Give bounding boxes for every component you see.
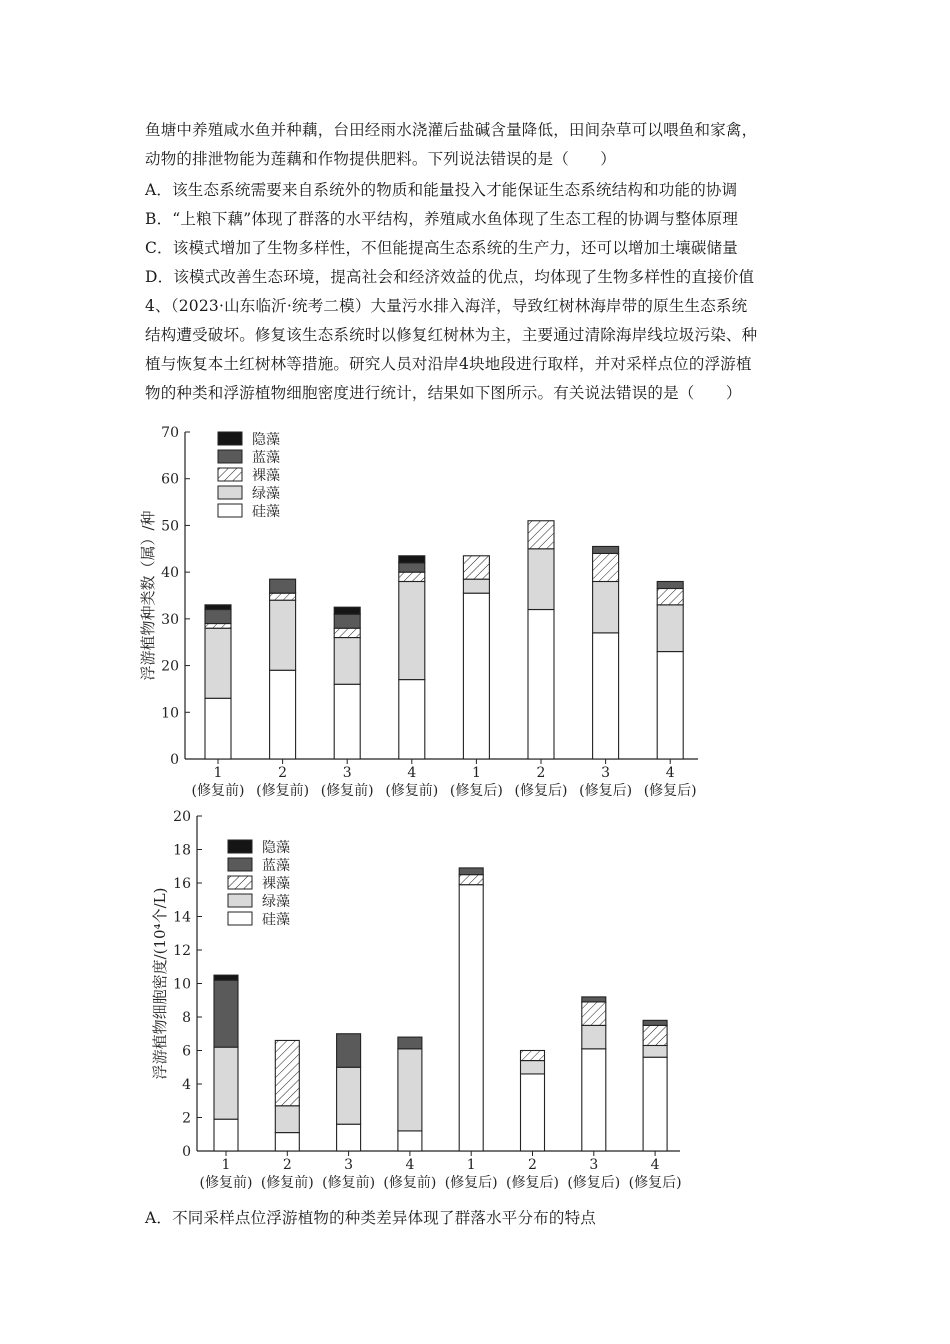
- legend-swatch: [228, 858, 252, 871]
- x-tick-sublabel: (修复后): [514, 783, 568, 799]
- bar-segment: [459, 868, 483, 875]
- x-tick-sublabel: (修复前): [260, 1175, 314, 1191]
- bar-segment: [643, 1057, 667, 1151]
- bar-segment: [657, 581, 683, 588]
- y-tick-label: 20: [161, 658, 179, 675]
- bar-segment: [459, 885, 483, 1151]
- text-line: 动物的排泄物能为莲藕和作物提供肥料。下列说法错误的是（ ）: [145, 150, 617, 168]
- y-axis-label: 浮游植物细胞密度/(10⁴个/L): [151, 887, 169, 1080]
- x-tick-label: 2: [278, 765, 288, 781]
- option-a-text: A．不同采样点位浮游植物的种类差异体现了群落水平分布的特点: [145, 1209, 596, 1227]
- x-tick-sublabel: (修复后): [449, 783, 503, 799]
- bar-segment: [334, 638, 360, 685]
- bar-segment: [214, 980, 238, 1047]
- bar-segment: [275, 1133, 299, 1151]
- legend-swatch: [218, 450, 242, 463]
- species-count-chart: [120, 415, 720, 800]
- y-tick-label: 70: [161, 425, 179, 441]
- x-tick-label: 4: [405, 1157, 415, 1173]
- bar-segment: [521, 1051, 545, 1061]
- bar-segment: [399, 680, 425, 759]
- bar-segment: [334, 684, 360, 759]
- x-tick-label: 4: [650, 1157, 660, 1173]
- option-b: B．“上粮下藕”体现了群落的水平结构，养殖咸水鱼体现了生态工程的协调与整体原理: [145, 210, 739, 228]
- bar-segment: [399, 563, 425, 572]
- bar-segment: [459, 875, 483, 885]
- bar-segment: [528, 549, 554, 610]
- question-4-line: 物的种类和浮游植物细胞密度进行统计，结果如下图所示。有关说法错误的是（ ）: [145, 384, 742, 402]
- x-tick-label: 1: [213, 765, 223, 781]
- x-tick-label: 1: [466, 1157, 476, 1173]
- bar-segment: [582, 1049, 606, 1151]
- bar-segment: [275, 1040, 299, 1105]
- bar-segment: [657, 652, 683, 759]
- question-4-line: 4、（2023·山东临沂·统考二模）大量污水排入海洋，导致红树林海岸带的原生生态系统: [145, 297, 748, 315]
- x-tick-sublabel: (修复前): [320, 783, 374, 799]
- option-c: C．该模式增加了生物多样性，不但能提高生态系统的生产力，还可以增加土壤碳储量: [145, 239, 738, 257]
- x-tick-label: 4: [665, 765, 675, 781]
- bar-segment: [657, 588, 683, 604]
- x-tick-sublabel: (修复后): [444, 1175, 498, 1191]
- bar-segment: [399, 556, 425, 563]
- legend-swatch: [228, 876, 252, 889]
- legend-label: 硅藻: [262, 912, 290, 928]
- bar-segment: [205, 698, 231, 759]
- bar-segment: [528, 610, 554, 759]
- bar-segment: [643, 1045, 667, 1057]
- y-tick-label: 50: [161, 518, 179, 535]
- bar-segment: [528, 521, 554, 549]
- legend-swatch: [228, 840, 252, 853]
- bar-segment: [334, 614, 360, 628]
- legend-swatch: [218, 504, 242, 517]
- bar-segment: [593, 633, 619, 759]
- x-tick-label: 3: [342, 765, 352, 781]
- legend-swatch: [228, 894, 252, 907]
- question-4-line: 结构遭受破坏。修复该生态系统时以修复红树林为主，主要通过清除海岸线垃圾污染、种: [145, 326, 758, 344]
- y-tick-label: 12: [173, 943, 191, 959]
- bar-segment: [205, 605, 231, 610]
- x-tick-sublabel: (修复后): [506, 1175, 559, 1191]
- bar-segment: [275, 1106, 299, 1133]
- bar-segment: [205, 610, 231, 624]
- bar-segment: [398, 1131, 422, 1151]
- bar-segment: [214, 1047, 238, 1119]
- x-tick-label: 2: [536, 765, 546, 781]
- x-tick-sublabel: (修复前): [322, 1175, 376, 1191]
- x-tick-sublabel: (修复前): [385, 783, 439, 799]
- bar-segment: [205, 624, 231, 629]
- legend-label: 隐藻: [262, 840, 290, 856]
- y-tick-label: 4: [182, 1077, 191, 1093]
- y-tick-label: 10: [161, 705, 179, 722]
- legend-label: 裸藻: [252, 468, 280, 484]
- legend-label: 隐藻: [252, 432, 280, 448]
- question-4-line: 植与恢复本土红树林等措施。研究人员对沿岸4块地段进行取样，并对采样点位的浮游植: [145, 355, 752, 373]
- x-tick-sublabel: (修复后): [579, 783, 633, 799]
- y-tick-label: 0: [182, 1144, 191, 1160]
- bar-segment: [582, 1025, 606, 1048]
- cell-density-chart: [120, 800, 720, 1192]
- bar-segment: [334, 607, 360, 614]
- x-tick-sublabel: (修复前): [256, 783, 310, 799]
- y-tick-label: 6: [182, 1043, 191, 1060]
- x-tick-sublabel: (修复后): [628, 1175, 682, 1191]
- bar-segment: [214, 1119, 238, 1151]
- bar-segment: [337, 1124, 361, 1151]
- bar-segment: [399, 581, 425, 679]
- x-tick-label: 2: [282, 1157, 292, 1173]
- bar-segment: [643, 1020, 667, 1025]
- y-tick-label: 10: [173, 976, 191, 993]
- bar-segment: [205, 628, 231, 698]
- bar-segment: [463, 579, 489, 593]
- x-tick-sublabel: (修复后): [643, 783, 697, 799]
- legend-swatch: [218, 468, 242, 481]
- bar-segment: [270, 670, 296, 759]
- x-tick-sublabel: (修复前): [199, 1175, 253, 1191]
- bar-segment: [270, 579, 296, 593]
- y-tick-label: 60: [161, 471, 179, 488]
- y-tick-label: 40: [161, 565, 179, 582]
- legend-label: 硅藻: [252, 504, 280, 520]
- bar-segment: [398, 1037, 422, 1049]
- y-tick-label: 14: [173, 909, 191, 926]
- x-tick-label: 1: [221, 1157, 231, 1173]
- x-tick-sublabel: (修复前): [383, 1175, 437, 1191]
- bar-segment: [214, 975, 238, 980]
- legend-label: 蓝藻: [262, 858, 290, 874]
- bar-segment: [337, 1034, 361, 1068]
- x-tick-label: 2: [528, 1157, 537, 1173]
- bar-segment: [521, 1074, 545, 1151]
- bar-segment: [643, 1025, 667, 1045]
- legend-label: 绿藻: [262, 894, 290, 910]
- x-tick-sublabel: (修复后): [567, 1175, 621, 1191]
- y-axis-label: 浮游植物种类数（属）/种: [139, 510, 157, 681]
- x-tick-sublabel: (修复前): [191, 783, 245, 799]
- bar-segment: [334, 628, 360, 637]
- x-tick-label: 1: [471, 765, 481, 781]
- legend-swatch: [218, 432, 242, 445]
- bar-segment: [337, 1067, 361, 1124]
- x-tick-label: 4: [407, 765, 417, 781]
- x-tick-label: 3: [589, 1157, 599, 1173]
- bar-segment: [593, 553, 619, 581]
- y-tick-label: 30: [161, 611, 179, 628]
- legend-label: 裸藻: [262, 876, 290, 892]
- bar-segment: [270, 593, 296, 600]
- bar-segment: [657, 605, 683, 652]
- y-tick-label: 8: [182, 1010, 191, 1026]
- bar-segment: [270, 600, 296, 670]
- bar-segment: [582, 997, 606, 1002]
- legend-label: 绿藻: [252, 486, 280, 502]
- y-tick-label: 16: [173, 876, 191, 892]
- bar-segment: [593, 581, 619, 632]
- y-tick-label: 20: [173, 809, 191, 825]
- option-d: D．该模式改善生态环境，提高社会和经济效益的优点，均体现了生物多样性的直接价值: [145, 268, 755, 286]
- legend-swatch: [228, 912, 252, 925]
- y-tick-label: 2: [182, 1110, 191, 1127]
- bar-segment: [593, 546, 619, 553]
- bar-segment: [521, 1061, 545, 1074]
- x-tick-label: 3: [601, 765, 611, 781]
- bar-segment: [398, 1049, 422, 1131]
- bar-segment: [463, 556, 489, 579]
- bar-segment: [582, 1002, 606, 1025]
- legend-label: 蓝藻: [252, 450, 280, 466]
- bar-segment: [399, 572, 425, 581]
- legend-swatch: [218, 486, 242, 499]
- text-line: 鱼塘中养殖咸水鱼并种藕，台田经雨水浇灌后盐碱含量降低，田间杂草可以喂鱼和家禽，: [145, 121, 758, 139]
- bar-segment: [463, 593, 489, 759]
- option-a: A．该生态系统需要来自系统外的物质和能量投入才能保证生态系统结构和功能的协调: [145, 181, 738, 199]
- y-tick-label: 0: [170, 752, 179, 768]
- y-tick-label: 18: [173, 842, 191, 859]
- x-tick-label: 3: [344, 1157, 354, 1173]
